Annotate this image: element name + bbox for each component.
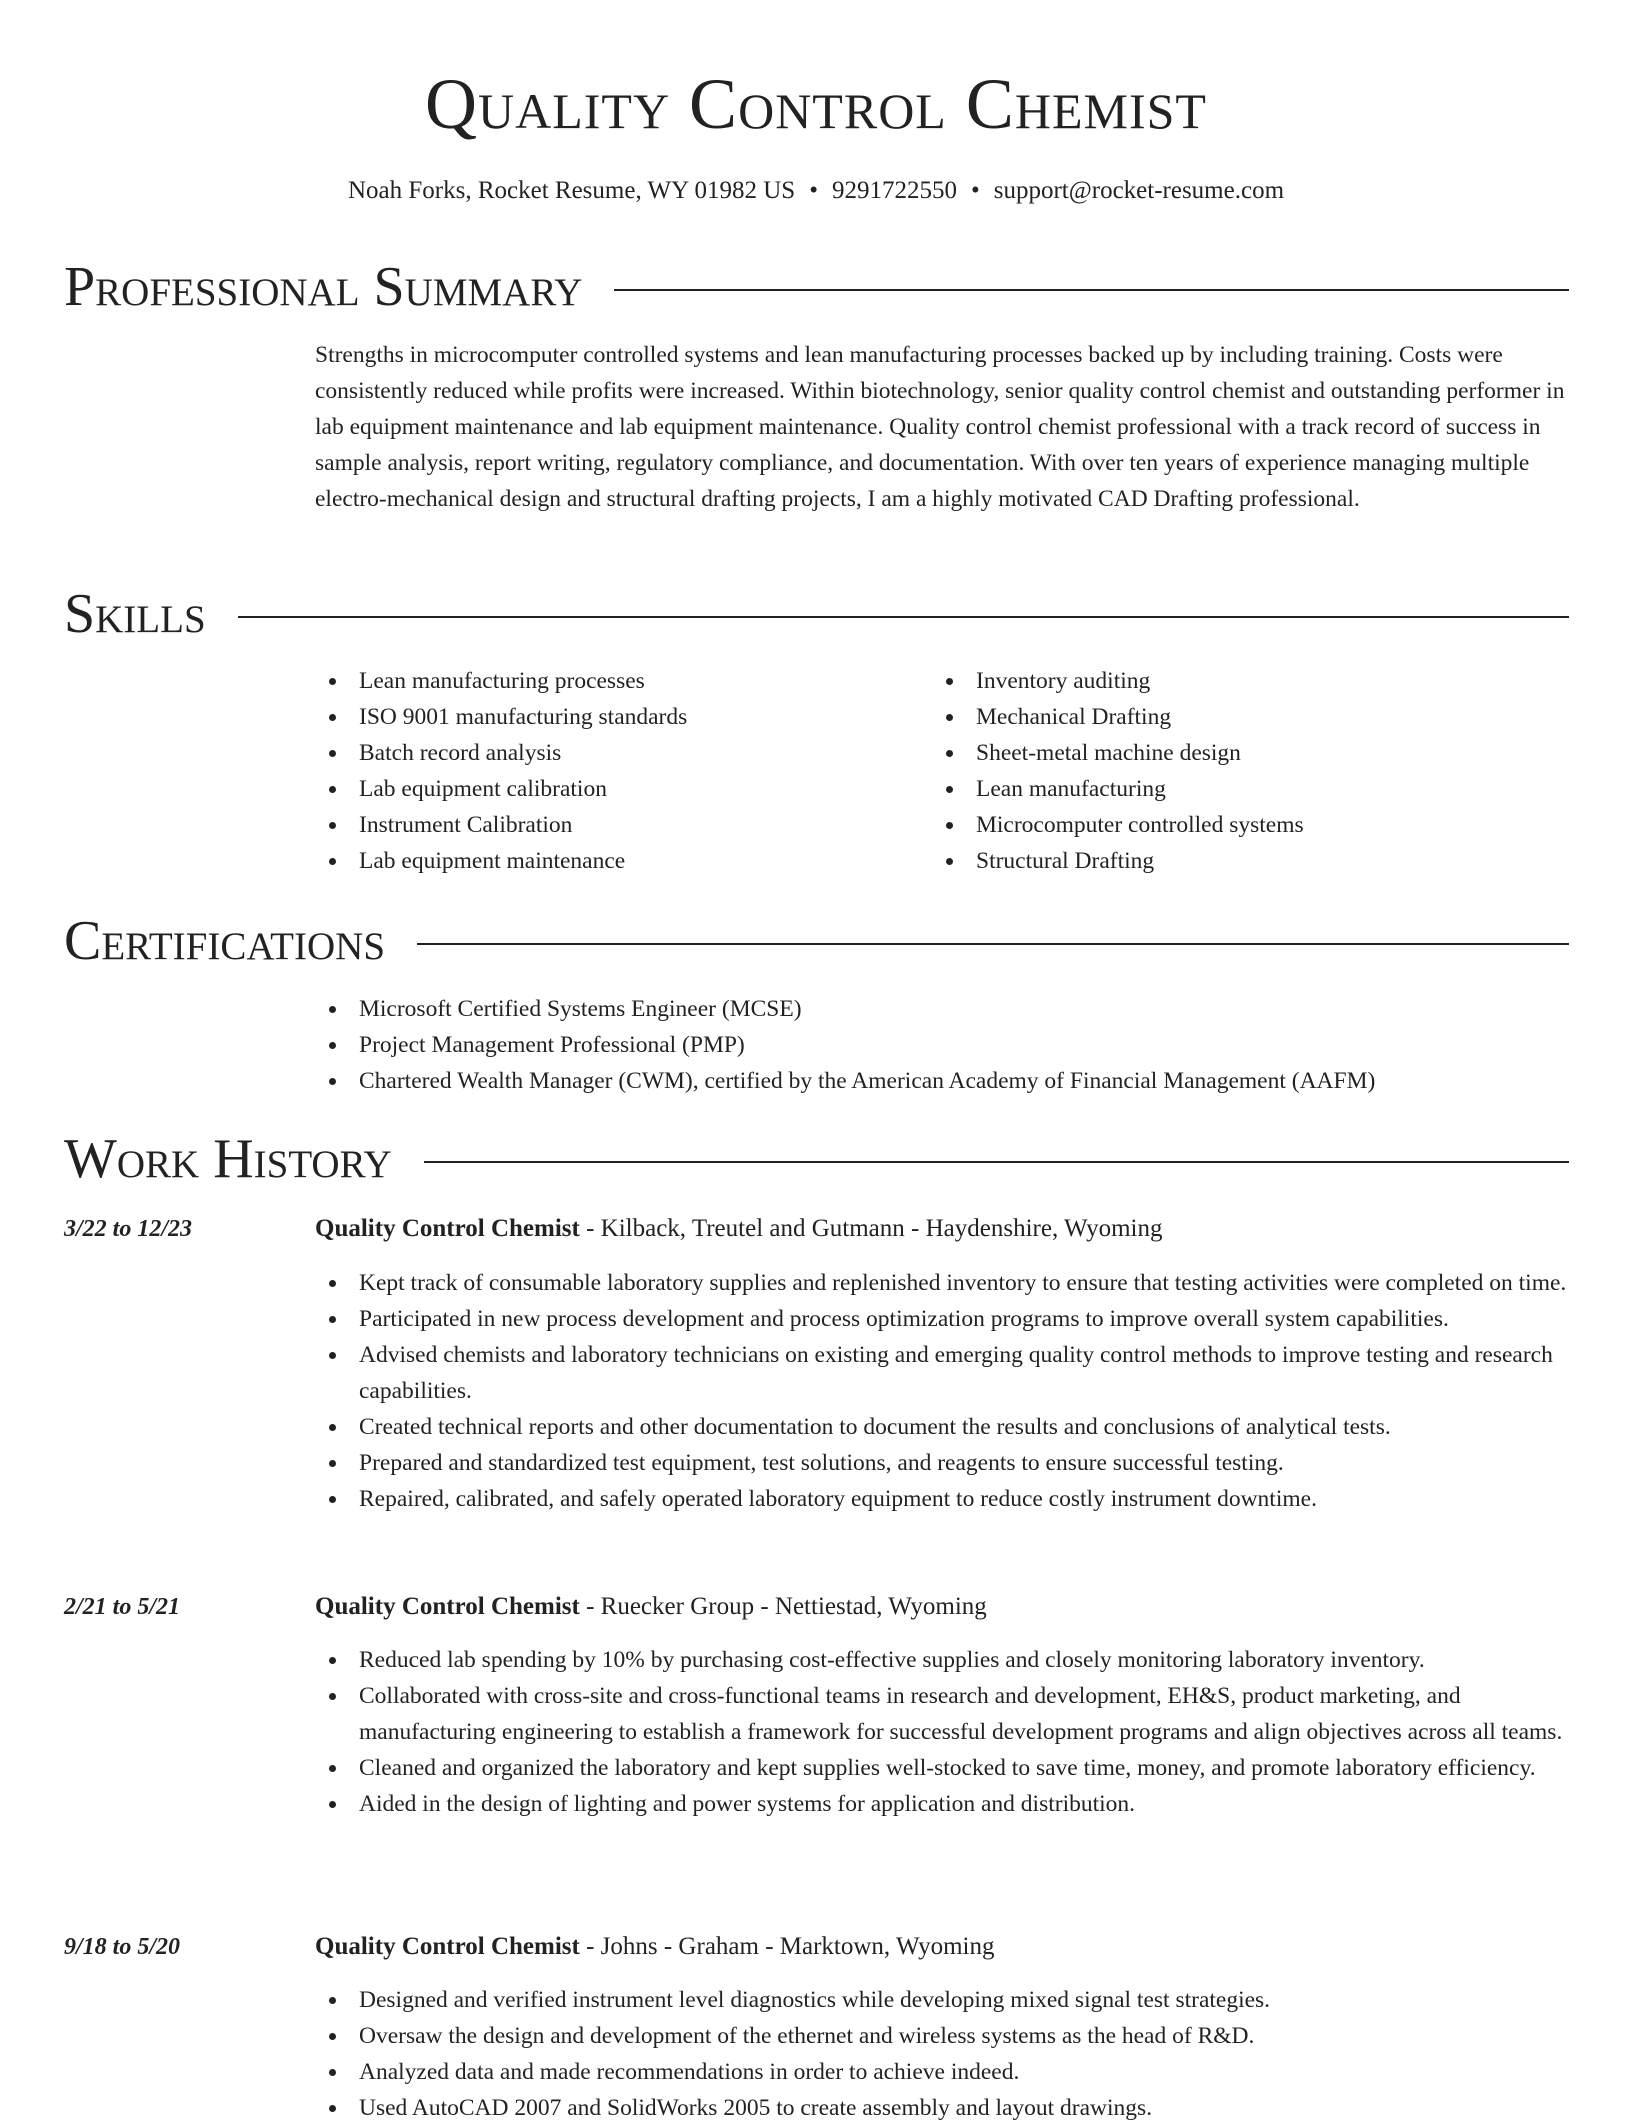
section-header-skills [64,579,1569,649]
certification-item: Project Management Professional (PMP) [315,1027,1575,1063]
section-header-certifications [64,906,1569,976]
skill-item: Microcomputer controlled systems [932,807,1532,843]
skills-column-right [932,663,1532,879]
section-title-summary: Professional Summary [64,256,583,318]
skill-item: Instrument Calibration [315,807,915,843]
contact-separator: • [809,177,818,204]
job-title-line [315,1211,1575,1247]
section-title-work-history: Work History [64,1128,392,1190]
contact-email: support@rocket-resume.com [993,177,1285,204]
job-bullet: Oversaw the design and development of the ethernet and wireless systems as the head of R&D. [315,2018,1575,2054]
job-title: Quality Control Chemist [315,1593,580,1620]
job-bullet: Cleaned and organized the laboratory and kept supplies well-stocked to save time, money, and promote laboratory efficiency. [315,1750,1575,1786]
contact-separator: • [970,177,980,204]
job-bullet: Aided in the design of lighting and power systems for application and distribution. [315,1786,1575,1822]
section-header-summary [64,252,1569,322]
section-divider [417,943,1569,945]
skill-item: Batch record analysis [315,735,915,771]
job-bullet: Collaborated with cross-site and cross-functional teams in research and development, EH&S, product marketing, and manufacturing engineering to establish a framework for successful development programs and align objectives across all teams. [315,1678,1575,1750]
skill-item: Inventory auditing [932,663,1532,699]
job-bullet: Repaired, calibrated, and safely operated laboratory equipment to reduce costly instrument downtime. [315,1481,1575,1517]
job-bullet: Used AutoCAD 2007 and SolidWorks 2005 to create assembly and layout drawings. [315,2090,1575,2126]
job-title-line [315,1589,1575,1625]
skill-item: Mechanical Drafting [932,699,1532,735]
certification-item: Chartered Wealth Manager (CWM), certified by the American Academy of Financial Management (AAFM) [315,1063,1575,1099]
job-dates: 2/21 to 5/21 [64,1594,181,1620]
skill-item: Lean manufacturing [932,771,1532,807]
skill-item: Sheet-metal machine design [932,735,1532,771]
job-title-line [315,1929,1575,1965]
job-employer-location: - Johns - Graham - Marktown, Wyoming [579,1933,995,1960]
section-divider [614,289,1569,291]
job-bullets [315,1265,1575,1517]
job-title: Quality Control Chemist [315,1215,580,1242]
skill-item: ISO 9001 manufacturing standards [315,699,915,735]
section-divider [424,1161,1569,1163]
resume-title: Quality Control Chemist [425,64,1207,144]
job-dates: 3/22 to 12/23 [64,1216,193,1242]
job-bullet: Analyzed data and made recommendations in order to achieve indeed. [315,2054,1575,2090]
contact-phone: 9291722550 [831,177,957,204]
section-header-work-history [64,1124,1569,1194]
job-bullet: Advised chemists and laboratory technicians on existing and emerging quality control methods to improve testing and research capabilities. [315,1337,1575,1409]
job-title: Quality Control Chemist [315,1933,580,1960]
job-bullet: Created technical reports and other documentation to document the results and conclusions of analytical tests. [315,1409,1575,1445]
job-bullet: Participated in new process development and process optimization programs to improve overall system capabilities. [315,1301,1575,1337]
job-employer-location: - Ruecker Group - Nettiestad, Wyoming [579,1593,987,1620]
certification-item: Microsoft Certified Systems Engineer (MCSE) [315,991,1575,1027]
certifications-list [315,991,1575,1099]
job-dates: 9/18 to 5/20 [64,1934,181,1960]
summary-text: Strengths in microcomputer controlled systems and lean manufacturing processes backed up by including training. Costs were consistently reduced while profits were increased. Within biotechnology, senior quality control chemist and outstanding performer in lab equipment maintenance and lab equipment maintenance. Quality control chemist professional with a track record of success in sample analysis, report writing, regulatory compliance, and documentation. With over ten years of experience managing multiple electro-mechanical design and structural drafting projects, I am a highly motivated CAD Drafting professional. [315,342,1565,512]
contact-line [0,173,1632,209]
skill-item: Lean manufacturing processes [315,663,915,699]
skill-item: Lab equipment maintenance [315,843,915,879]
section-title-skills: Skills [64,583,206,645]
job-employer-location: - Kilback, Treutel and Gutmann - Haydenshire, Wyoming [579,1215,1163,1242]
contact-address: Noah Forks, Rocket Resume, WY 01982 US [347,177,796,204]
skill-item: Lab equipment calibration [315,771,915,807]
job-bullets [315,1982,1575,2126]
job-bullet: Reduced lab spending by 10% by purchasing cost-effective supplies and closely monitoring laboratory inventory. [315,1642,1575,1678]
section-divider [238,616,1569,618]
skills-column-left [315,663,915,879]
skill-item: Structural Drafting [932,843,1532,879]
section-title-certifications: Certifications [64,910,386,972]
job-bullet: Kept track of consumable laboratory supplies and replenished inventory to ensure that testing activities were completed on time. [315,1265,1575,1301]
job-bullet: Prepared and standardized test equipment, test solutions, and reagents to ensure successful testing. [315,1445,1575,1481]
job-bullet: Designed and verified instrument level diagnostics while developing mixed signal test strategies. [315,1982,1575,2018]
job-bullets [315,1642,1575,1822]
